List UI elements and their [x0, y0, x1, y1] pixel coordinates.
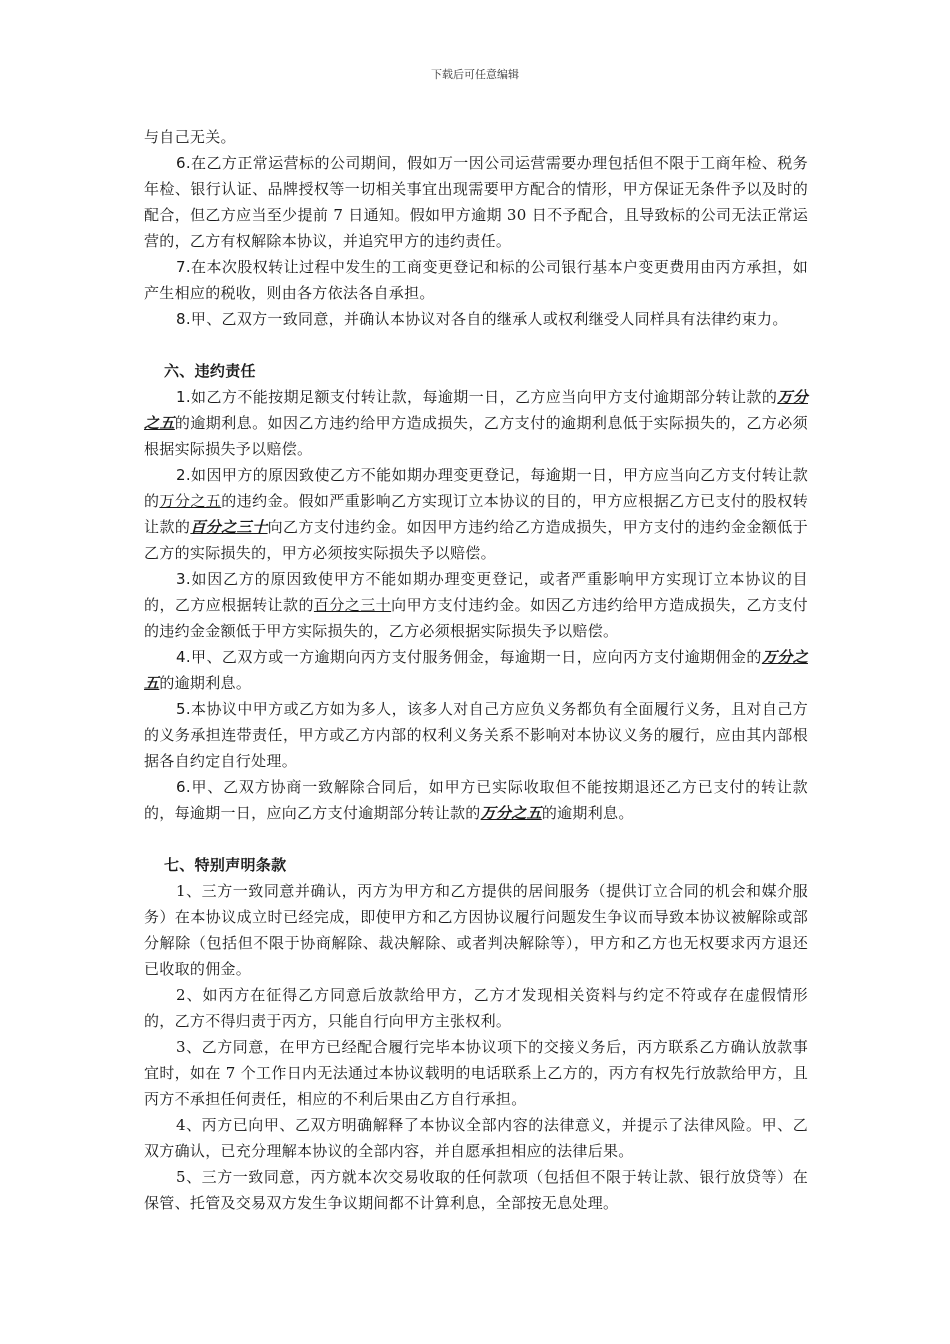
- intro-paragraph: 与自己无关。: [144, 128, 236, 146]
- clause-6-2: [144, 462, 808, 566]
- clause-number: 1.: [176, 388, 191, 406]
- clause-text: 的逾期利息。: [541, 804, 634, 822]
- clause-number: 7.: [176, 258, 191, 276]
- section-7-heading: 七、特别声明条款: [164, 856, 287, 874]
- clause-6-5: [144, 696, 808, 774]
- page-header: 下载后可任意编辑: [431, 68, 519, 81]
- clause-5-8: [144, 306, 808, 332]
- clause-text: 的违约金。假如严重影响乙方实现订立本协议的目的，甲方应根据乙方已支付的股权转让款的: [144, 492, 808, 536]
- clause-number: 5.: [176, 700, 191, 718]
- clause-text: 甲、乙双方协商一致解除合同后，如甲方已实际收取但不能按期退还乙方已支付的转让款的，每逾期一日，应向乙方支付逾期部分转让款的: [144, 778, 808, 822]
- section-6-heading: 六、违约责任: [164, 362, 256, 380]
- clause-7-3: 3、乙方同意，在甲方已经配合履行完毕本协议项下的交接义务后，丙方联系乙方确认放款事宜时，如在 7 个工作日内无法通过本协议载明的电话联系上乙方的，丙方有权先行放款给甲方，且丙方不承担任何责任，相应的不利后果由乙方自行承担。: [144, 1038, 808, 1108]
- clause-text: 在乙方正常运营标的公司期间，假如万一因公司运营需要办理包括但不限于工商年检、税务年检、银行认证、品牌授权等一切相关事宜出现需要甲方配合的情形，甲方保证无条件予以及时的配合，但乙方应当至少提前 7 日通知。假如甲方逾期 30 日不予配合，且导致标的公司无法正常运营的，乙方有权解除本协议，并追究甲方的违约责任。: [144, 154, 808, 250]
- clause-number: 4.: [176, 648, 191, 666]
- clause-text: 如因甲方的原因致使乙方不能如期办理变更登记，每逾期一日，甲方应当向乙方支付转让款的: [144, 466, 808, 510]
- clause-number: 8.: [176, 310, 191, 328]
- clause-text: 如因乙方的原因致使甲方不能如期办理变更登记，或者严重影响甲方实现订立本协议的目的，乙方应根据转让款的: [144, 570, 808, 614]
- clause-text: 本协议中甲方或乙方如为多人，该多人对自己方应负义务都负有全面履行义务，且对自己方的义务承担连带责任，甲方或乙方内部的权利义务关系不影响对本协议义务的履行，应由其内部根据各自约定自行处理。: [144, 700, 808, 770]
- emphasized-rate: 百分之三十: [190, 518, 268, 536]
- clause-5-7: [144, 254, 808, 306]
- clause-7-1: 1、三方一致同意并确认，丙方为甲方和乙方提供的居间服务（提供订立合同的机会和媒介服务）在本协议成立时已经完成，即使甲方和乙方因协议履行问题发生争议而导致本协议被解除或部分解除（包括但不限于协商解除、裁决解除、或者判决解除等），甲方和乙方也无权要求丙方退还已收取的佣金。: [144, 882, 808, 978]
- clause-text: 向乙方支付违约金。如因甲方违约给乙方造成损失，甲方支付的违约金金额低于乙方的实际损失的，甲方必须按实际损失予以赔偿。: [144, 518, 808, 562]
- clause-6-6: [144, 774, 808, 826]
- clause-7-2: 2、如丙方在征得乙方同意后放款给甲方，乙方才发现相关资料与约定不符或存在虚假情形的，乙方不得归责于丙方，只能自行向甲方主张权利。: [144, 986, 808, 1030]
- clause-7-4: 4、丙方已向甲、乙双方明确解释了本协议全部内容的法律意义，并提示了法律风险。甲、乙双方确认，已充分理解本协议的全部内容，并自愿承担相应的法律后果。: [144, 1116, 808, 1160]
- clause-text: 如乙方不能按期足额支付转让款，每逾期一日，乙方应当向甲方支付逾期部分转让款的: [190, 388, 778, 406]
- emphasized-rate: 万分之五: [144, 648, 808, 692]
- clause-text: 向甲方支付违约金。如因乙方违约给甲方造成损失，乙方支付的违约金金额低于甲方实际损失的，乙方必须根据实际损失予以赔偿。: [144, 596, 808, 640]
- clause-number: 3.: [176, 570, 191, 588]
- clause-6-3: [144, 566, 808, 644]
- clause-text: 的逾期利息。: [159, 674, 252, 692]
- document-body: [144, 124, 808, 1216]
- clause-number: 2.: [176, 466, 191, 484]
- emphasized-rate: 百分之三十: [313, 596, 392, 614]
- emphasized-rate: 万分之五: [480, 804, 542, 822]
- clause-5-6: [144, 150, 808, 254]
- emphasized-rate: 万分之五: [144, 388, 808, 432]
- clause-text: 甲、乙双方一致同意，并确认本协议对各自的继承人或权利继受人同样具有法律约束力。: [190, 310, 788, 328]
- clause-6-4: [144, 644, 808, 696]
- emphasized-rate: 万分之五: [159, 492, 222, 510]
- clause-7-5: 5、三方一致同意，丙方就本次交易收取的任何款项（包括但不限于转让款、银行放贷等）在保管、托管及交易双方发生争议期间都不计算利息，全部按无息处理。: [144, 1168, 808, 1212]
- clause-number: 6.: [176, 778, 191, 796]
- clause-6-1: [144, 384, 808, 462]
- clause-text: 的逾期利息。如因乙方违约给甲方造成损失，乙方支付的逾期利息低于实际损失的，乙方必须根据实际损失予以赔偿。: [144, 414, 808, 458]
- clause-text: 甲、乙双方或一方逾期向丙方支付服务佣金，每逾期一日，应向丙方支付逾期佣金的: [190, 648, 762, 666]
- clause-number: 6.: [176, 154, 191, 172]
- clause-text: 在本次股权转让过程中发生的工商变更登记和标的公司银行基本户变更费用由丙方承担，如产生相应的税收，则由各方依法各自承担。: [144, 258, 808, 302]
